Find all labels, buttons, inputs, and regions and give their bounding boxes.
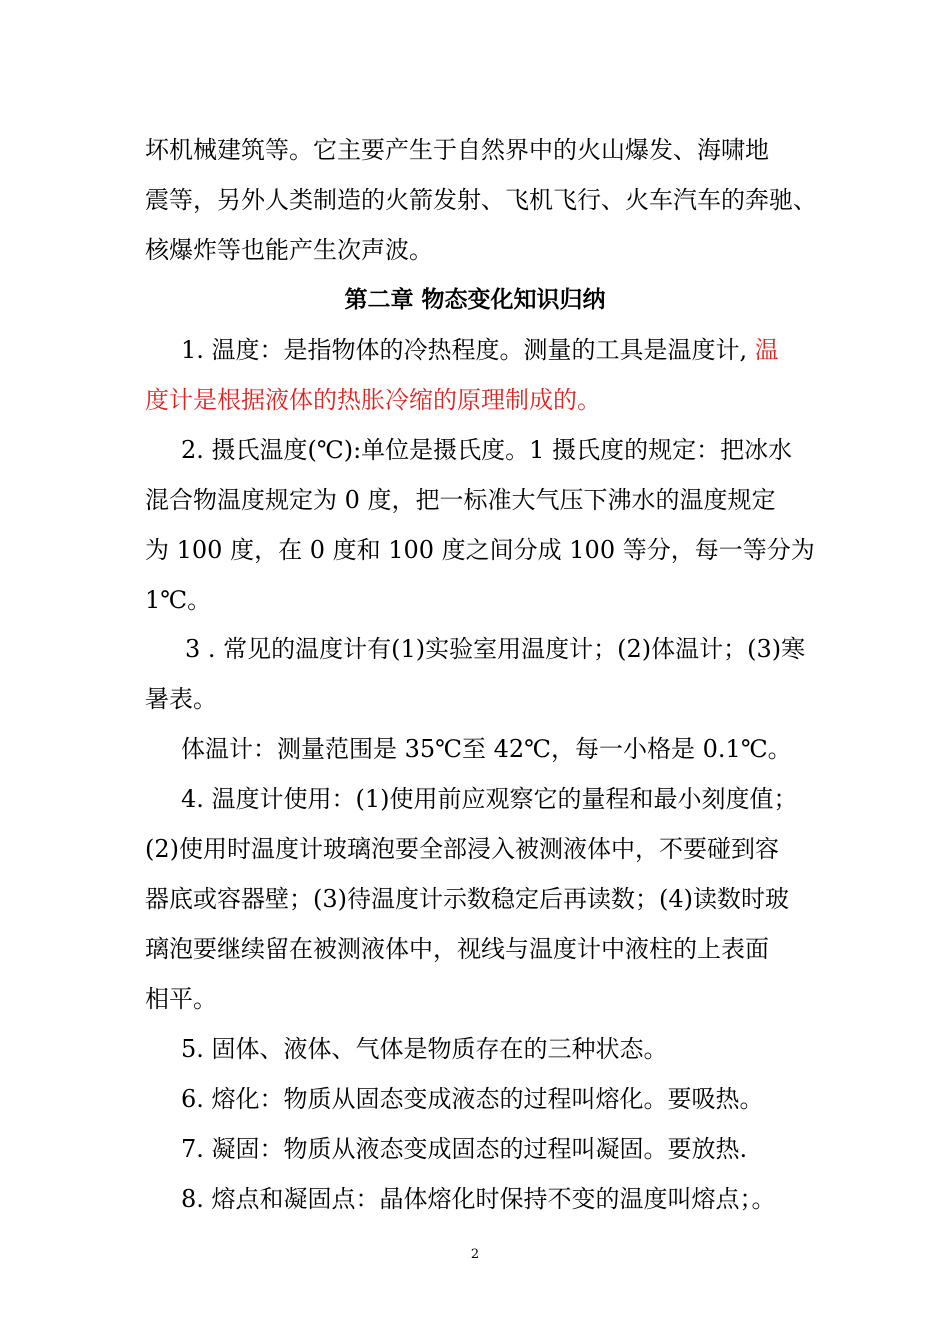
- text-line: 震等，另外人类制造的火箭发射、飞机飞行、火车汽车的奔驰、: [145, 186, 817, 214]
- text-line: 坏机械建筑等。它主要产生于自然界中的火山爆发、海啸地: [145, 136, 769, 164]
- item-1-text: 1. 温度：是指物体的冷热程度。测量的工具是温度计,: [181, 336, 755, 364]
- item-1-highlight: 温: [754, 336, 779, 364]
- text-line: 核爆炸等也能产生次声波。: [145, 236, 433, 264]
- item-4-line: 4. 温度计使用：(1)使用前应观察它的量程和最小刻度值；: [181, 785, 798, 813]
- item-2-line: 1℃。: [145, 586, 212, 614]
- item-2-line: 为 100 度，在 0 度和 100 度之间分成 100 等分，每一等分为: [145, 536, 815, 564]
- item-5-line: 5. 固体、液体、气体是物质存在的三种状态。: [181, 1035, 668, 1063]
- chapter-title: 第二章 物态变化知识归纳: [344, 286, 606, 313]
- item-2-line: 混合物温度规定为 0 度，把一标准大气压下沸水的温度规定: [145, 486, 776, 514]
- item-1-highlight-line: 度计是根据液体的热胀冷缩的原理制成的。: [145, 386, 601, 414]
- item-3-line: 3 . 常见的温度计有(1)实验室用温度计；(2)体温计；(3)寒: [185, 635, 806, 663]
- clinical-thermometer-line: 体温计：测量范围是 35℃至 42℃，每一小格是 0.1℃。: [181, 735, 792, 763]
- item-4-line: 相平。: [145, 985, 217, 1013]
- item-4-line: 璃泡要继续留在被测液体中，视线与温度计中液柱的上表面: [145, 935, 769, 963]
- item-4-line: 器底或容器壁；(3)待温度计示数稳定后再读数；(4)读数时玻: [145, 885, 789, 913]
- item-4-line: (2)使用时温度计玻璃泡要全部浸入被测液体中，不要碰到容: [145, 835, 779, 863]
- item-1-line: [181, 333, 861, 367]
- item-8-line: 8. 熔点和凝固点：晶体熔化时保持不变的温度叫熔点；。: [181, 1185, 776, 1213]
- item-3-line: 暑表。: [145, 685, 217, 713]
- item-6-line: 6. 熔化：物质从固态变成液态的过程叫熔化。要吸热。: [181, 1085, 764, 1113]
- item-7-line: 7. 凝固：物质从液态变成固态的过程叫凝固。要放热.: [181, 1135, 748, 1163]
- item-2-line: 2. 摄氏温度(℃):单位是摄氏度。1 摄氏度的规定：把冰水: [181, 436, 793, 464]
- page-number: 2: [470, 1247, 480, 1262]
